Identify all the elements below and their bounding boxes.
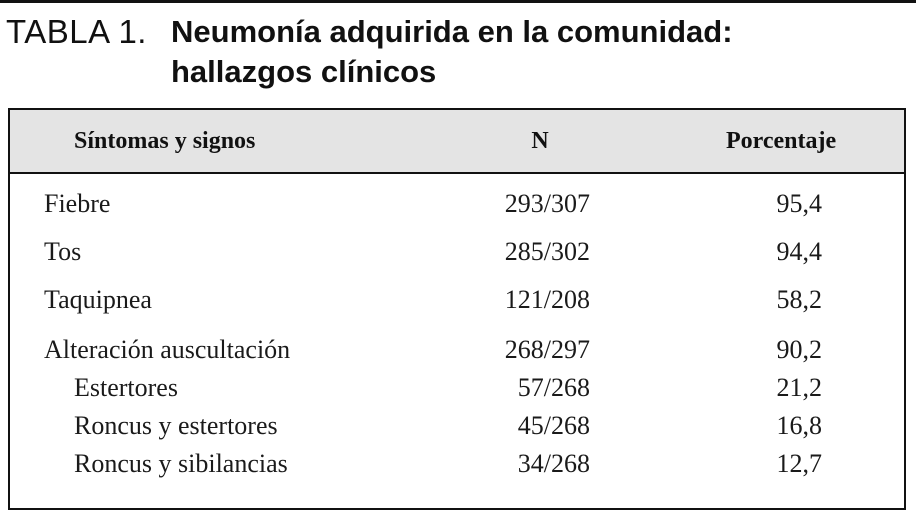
row-label: Alteración auscultación <box>44 335 291 364</box>
table-caption <box>6 12 906 92</box>
row-label: Estertores <box>74 373 178 402</box>
row-label: Tos <box>44 237 82 266</box>
table-row <box>10 280 904 320</box>
row-label: Taquipnea <box>44 285 152 314</box>
table-title-line-2: hallazgos clínicos <box>171 54 437 89</box>
row-n: 45/268 <box>517 411 590 440</box>
row-percent: 21,2 <box>776 373 822 402</box>
table-header-row <box>10 110 904 174</box>
row-n: 293/307 <box>504 189 590 218</box>
row-n: 57/268 <box>517 373 590 402</box>
table-title-line-1: Neumonía adquirida en la comunidad: <box>171 14 733 49</box>
table-row <box>10 368 904 408</box>
row-n: 121/208 <box>504 285 590 314</box>
row-label: Roncus y sibilancias <box>74 449 288 478</box>
row-percent: 94,4 <box>776 237 822 266</box>
table-row <box>10 444 904 484</box>
row-n: 285/302 <box>504 237 590 266</box>
row-label: Fiebre <box>44 189 111 218</box>
header-symptoms: Síntomas y signos <box>74 128 256 154</box>
header-percent: Porcentaje <box>726 128 837 154</box>
header-n: N <box>531 128 549 154</box>
row-percent: 16,8 <box>776 411 822 440</box>
row-percent: 95,4 <box>776 189 822 218</box>
table-row <box>10 184 904 224</box>
table-row <box>10 330 904 370</box>
table-number-label: TABLA 1. <box>6 13 147 50</box>
row-percent: 58,2 <box>776 285 822 314</box>
row-label: Roncus y estertores <box>74 411 278 440</box>
row-n: 268/297 <box>504 335 590 364</box>
table-title <box>171 12 891 92</box>
table-row <box>10 406 904 446</box>
row-percent: 90,2 <box>776 335 822 364</box>
row-n: 34/268 <box>517 449 590 478</box>
table-row <box>10 232 904 272</box>
top-rule <box>0 0 916 3</box>
row-percent: 12,7 <box>776 449 822 478</box>
findings-table <box>8 108 906 510</box>
